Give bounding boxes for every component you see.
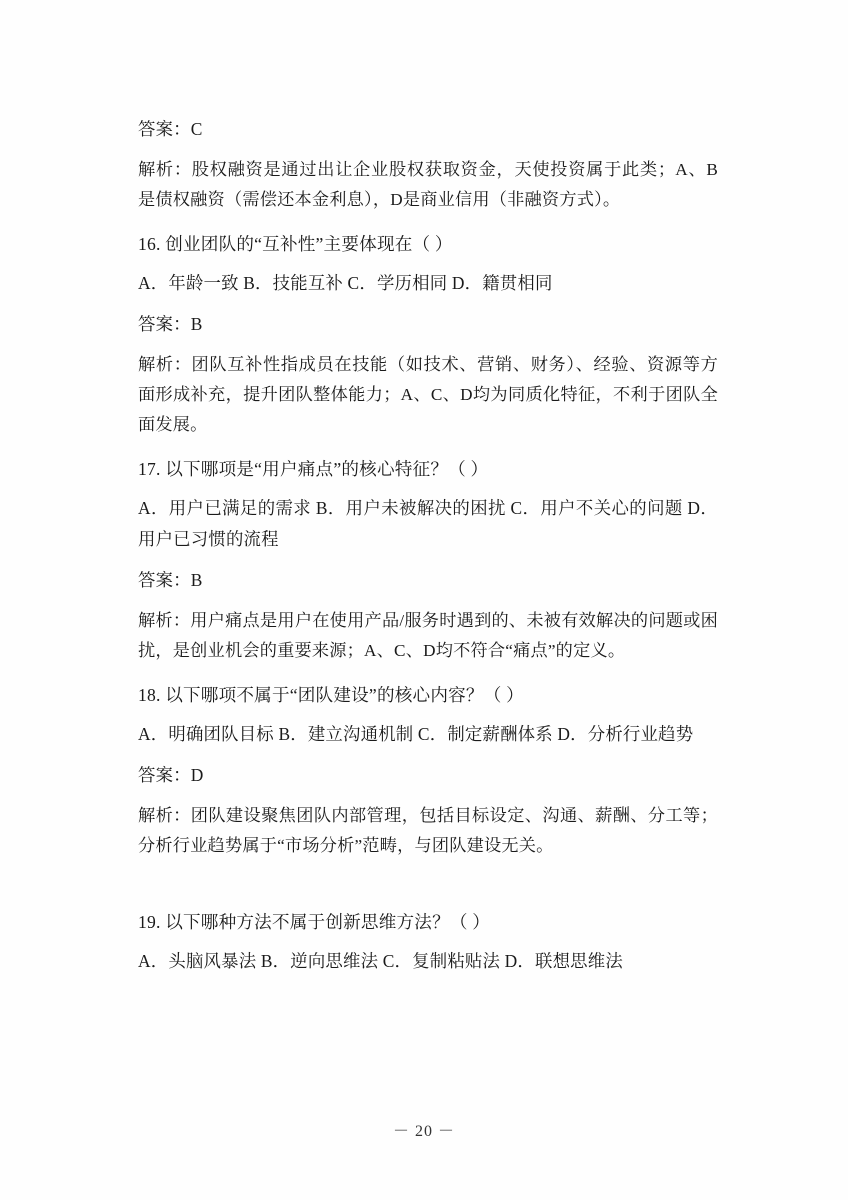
question-17 — [138, 454, 718, 485]
options-17-text: A．用户已满足的需求 B．用户未被解决的困扰 C．用户不关心的问题 D．用户已习惯的流程 — [138, 498, 718, 549]
answer-16 — [138, 309, 718, 340]
section-gap — [138, 867, 718, 893]
answer-15 — [138, 114, 718, 145]
explanation-17-text: 解析：用户痛点是用户在使用产品/服务时遇到的、未被有效解决的问题或困扰，是创业机会的重要来源；A、C、D均不符合“痛点”的定义。 — [138, 611, 718, 660]
question-18-text: 18. 以下哪项不属于“团队建设”的核心内容？（ ） — [138, 685, 524, 705]
explanation-18 — [138, 801, 718, 861]
question-19 — [138, 907, 718, 938]
explanation-15 — [138, 155, 718, 215]
answer-17-text: 答案：B — [138, 570, 203, 590]
answer-18 — [138, 760, 718, 791]
answer-16-text: 答案：B — [138, 314, 203, 334]
answer-18-text: 答案：D — [138, 765, 204, 785]
question-16-text: 16. 创业团队的“互补性”主要体现在（ ） — [138, 234, 453, 254]
question-17-text: 17. 以下哪项是“用户痛点”的核心特征？（ ） — [138, 459, 489, 479]
explanation-15-text: 解析：股权融资是通过出让企业股权获取资金，天使投资属于此类；A、B是债权融资（需偿还本金利息），D是商业信用（非融资方式）。 — [138, 160, 718, 209]
answer-17 — [138, 565, 718, 596]
answer-15-text: 答案：C — [138, 119, 203, 139]
options-16-text: A．年龄一致 B．技能互补 C．学历相同 D．籍贯相同 — [138, 273, 553, 293]
options-16 — [138, 268, 718, 299]
options-18-text: A．明确团队目标 B．建立沟通机制 C．制定薪酬体系 D．分析行业趋势 — [138, 724, 694, 744]
explanation-16-text: 解析：团队互补性指成员在技能（如技术、营销、财务）、经验、资源等方面形成补充，提升团队整体能力；A、C、D均为同质化特征，不利于团队全面发展。 — [138, 355, 718, 434]
options-19 — [138, 946, 718, 977]
options-17 — [138, 493, 718, 555]
options-19-text: A．头脑风暴法 B．逆向思维法 C．复制粘贴法 D．联想思维法 — [138, 951, 623, 971]
question-16 — [138, 229, 718, 260]
options-18 — [138, 719, 718, 750]
question-19-text: 19. 以下哪种方法不属于创新思维方法？（ ） — [138, 912, 491, 932]
explanation-18-text: 解析：团队建设聚焦团队内部管理，包括目标设定、沟通、薪酬、分工等；分析行业趋势属于“市场分析”范畴，与团队建设无关。 — [138, 806, 718, 855]
page-content — [138, 104, 718, 983]
page-footer — [0, 1118, 848, 1141]
explanation-16 — [138, 350, 718, 440]
page-number: － 20 － — [392, 1123, 455, 1140]
explanation-17 — [138, 606, 718, 666]
question-18 — [138, 680, 718, 711]
